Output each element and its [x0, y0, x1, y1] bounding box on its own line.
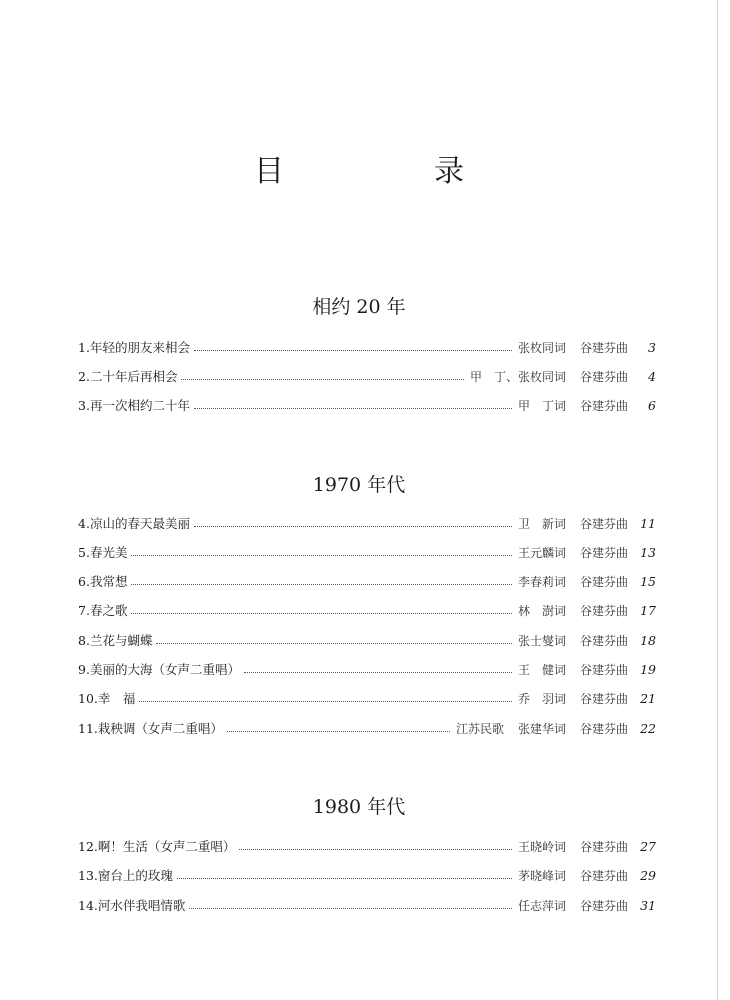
credit-text: 谷建芬曲	[579, 545, 628, 560]
entry-number: 12.	[78, 838, 98, 854]
entry-page-number: 27	[640, 838, 656, 854]
leader-dots	[189, 908, 512, 909]
entry-title: 年轻的朋友来相会	[89, 340, 190, 355]
section-heading: 相约 20 年	[312, 296, 406, 318]
credit-text: 李春莉词	[517, 574, 566, 589]
credit-text: 甲 丁、张枚同词	[469, 369, 566, 384]
credit-text: 王元麟词	[517, 545, 566, 560]
entry-number: 9.	[78, 661, 90, 677]
entry-page-number: 31	[640, 897, 656, 913]
credit-text: 谷建芬曲	[579, 868, 628, 883]
entry-title: 我常想	[89, 574, 128, 589]
leader-dots	[194, 408, 512, 409]
entry-credits	[518, 515, 628, 532]
entry-number: 1.	[78, 339, 90, 355]
leader-dots	[131, 584, 512, 585]
entry-title: 春光美	[89, 545, 128, 560]
leader-dots	[139, 701, 512, 702]
leader-dots	[131, 613, 512, 614]
entry-page-number: 21	[640, 690, 656, 706]
entry-page-number: 3	[648, 339, 656, 355]
leader-dots	[156, 643, 512, 644]
section-heading: 1980 年代	[312, 796, 406, 818]
section-heading: 1970 年代	[312, 474, 406, 496]
leader-dots	[131, 555, 512, 556]
entry-credits	[518, 602, 628, 619]
toc-entry[interactable]	[78, 659, 656, 679]
credit-text: 甲 丁词	[517, 398, 566, 413]
credit-text: 王 健词	[517, 662, 566, 677]
credit-text: 任志萍词	[517, 898, 566, 913]
entry-credits	[518, 897, 628, 914]
entry-page-number: 18	[640, 632, 656, 648]
credit-text: 谷建芬曲	[579, 691, 628, 706]
toc-entry[interactable]	[78, 366, 656, 386]
toc-entry[interactable]	[78, 571, 656, 591]
entry-credits	[518, 867, 628, 884]
leader-dots	[194, 350, 512, 351]
leader-dots	[181, 379, 464, 380]
entry-page-number: 4	[648, 368, 656, 384]
toc-entry[interactable]	[78, 395, 656, 415]
entry-title: 二十年后再相会	[89, 369, 178, 384]
entry-title: 幸 福	[97, 691, 136, 706]
entry-credits	[470, 368, 628, 385]
credit-text: 王晓岭词	[517, 839, 566, 854]
entry-credits	[518, 838, 628, 855]
entry-number: 4.	[78, 515, 90, 531]
credit-text: 谷建芬曲	[579, 516, 628, 531]
entry-title: 栽秧调（女声二重唱）	[97, 721, 223, 736]
leader-dots	[239, 849, 512, 850]
toc-entry[interactable]	[78, 542, 656, 562]
credit-text: 卫 新词	[517, 516, 566, 531]
entry-page-number: 13	[640, 544, 656, 560]
leader-dots	[194, 526, 512, 527]
entry-title: 啊！生活（女声二重唱）	[97, 839, 236, 854]
entry-title: 凉山的春天最美丽	[89, 516, 190, 531]
credit-text: 谷建芬曲	[579, 898, 628, 913]
entry-number: 14.	[78, 897, 98, 913]
entry-credits	[518, 573, 628, 590]
entry-credits	[518, 397, 628, 414]
credit-text: 茅晓峰词	[517, 868, 566, 883]
toc-entry[interactable]	[78, 865, 656, 885]
toc-entry[interactable]	[78, 513, 656, 533]
entry-title: 兰花与蝴蝶	[89, 633, 153, 648]
credit-text: 谷建芬曲	[579, 574, 628, 589]
entry-title: 河水伴我唱情歌	[97, 898, 186, 913]
toc-entry[interactable]	[78, 836, 656, 856]
credit-text: 谷建芬曲	[579, 633, 628, 648]
toc-entry[interactable]	[78, 895, 656, 915]
entry-page-number: 15	[640, 573, 656, 589]
entry-number: 5.	[78, 544, 90, 560]
entry-title: 窗台上的玫瑰	[97, 868, 173, 883]
page-title: 目 录	[254, 154, 524, 189]
entry-number: 11.	[78, 720, 98, 736]
credit-text: 谷建芬曲	[579, 721, 628, 736]
toc-entry[interactable]	[78, 688, 656, 708]
entry-page-number: 22	[640, 720, 656, 736]
entry-credits	[518, 632, 628, 649]
toc-entry[interactable]	[78, 630, 656, 650]
entry-credits	[518, 544, 628, 561]
credit-text: 谷建芬曲	[579, 398, 628, 413]
leader-dots	[227, 731, 450, 732]
entry-credits	[456, 720, 628, 737]
entry-title: 春之歌	[89, 603, 128, 618]
credit-text: 张枚同词	[517, 340, 566, 355]
toc-entry[interactable]	[78, 337, 656, 357]
entry-page-number: 6	[648, 397, 656, 413]
credit-text: 张建华词	[517, 721, 566, 736]
entry-credits	[518, 661, 628, 678]
credit-text: 张士燮词	[517, 633, 566, 648]
entry-number: 7.	[78, 602, 90, 618]
credit-text: 林 澍词	[517, 603, 566, 618]
entry-number: 10.	[78, 690, 98, 706]
entry-number: 2.	[78, 368, 90, 384]
credit-text: 谷建芬曲	[579, 603, 628, 618]
entry-number: 8.	[78, 632, 90, 648]
toc-entry[interactable]	[78, 718, 656, 738]
entry-title: 美丽的大海（女声二重唱）	[89, 662, 240, 677]
credit-text: 谷建芬曲	[579, 340, 628, 355]
entry-number: 6.	[78, 573, 90, 589]
leader-dots	[177, 878, 512, 879]
credit-text: 谷建芬曲	[579, 839, 628, 854]
entry-title: 再一次相约二十年	[89, 398, 190, 413]
credit-text: 乔 羽词	[517, 691, 566, 706]
entry-page-number: 11	[640, 515, 656, 531]
entry-credits	[518, 690, 628, 707]
entry-page-number: 29	[640, 867, 656, 883]
entry-number: 3.	[78, 397, 90, 413]
entry-page-number: 19	[640, 661, 656, 677]
entry-credits	[518, 339, 628, 356]
credit-text: 谷建芬曲	[579, 662, 628, 677]
credit-text: 江苏民歌	[455, 721, 504, 736]
leader-dots	[244, 672, 512, 673]
credit-text: 谷建芬曲	[579, 369, 628, 384]
entry-page-number: 17	[640, 602, 656, 618]
entry-number: 13.	[78, 867, 98, 883]
toc-entry[interactable]	[78, 600, 656, 620]
